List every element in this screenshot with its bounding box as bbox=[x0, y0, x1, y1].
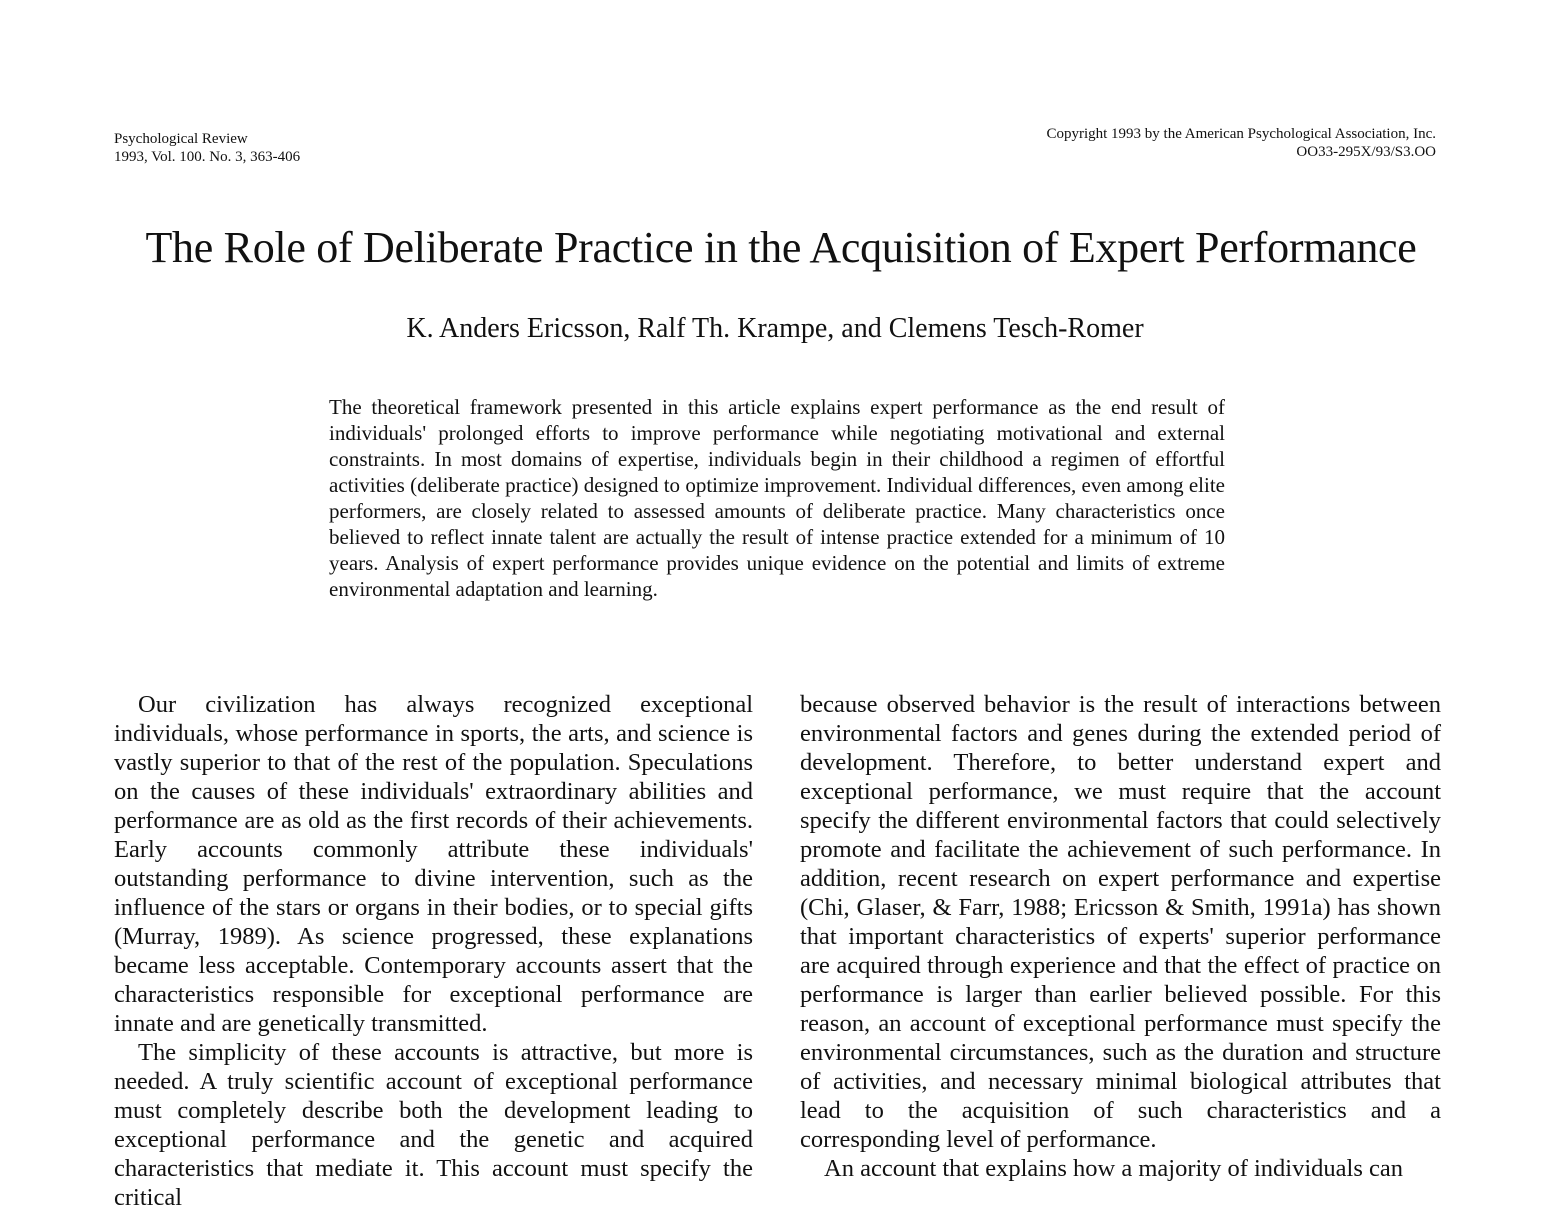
body-paragraph: The simplicity of these accounts is attractive, but more is needed. A truly scientific account of exceptional performance must completely describe both the development leading to exceptional performance and the genetic and acquired characteristics that mediate it. This account must specify the critical bbox=[114, 1039, 753, 1211]
journal-citation bbox=[114, 130, 300, 166]
body-column-right bbox=[800, 690, 1441, 1183]
article-title: The Role of Deliberate Practice in the Acquisition of Expert Performance bbox=[145, 223, 1417, 272]
copyright-notice bbox=[1046, 125, 1436, 161]
body-paragraph: because observed behavior is the result of interactions between environmental factors and genes during the extended period of development. Therefore, to better understand expert and exceptional performance, we must require that the account specify the different environmental factors that could selectively promote and facilitate the achievement of such performance. In addition, recent research on expert performance and expertise (Chi, Glaser, & Farr, 1988; Ericsson & Smith, 1991a) has shown that important characteristics of experts' superior performance are acquired through experience and that the effect of practice on performance is larger than earlier believed possible. For this reason, an account of exceptional performance must specify the environmental circumstances, such as the duration and structure of activities, and necessary minimal biological attributes that lead to the acquisition of such characteristics and a corresponding level of performance. bbox=[800, 691, 1441, 1153]
copyright-line: Copyright 1993 by the American Psychological Association, Inc. bbox=[1046, 126, 1436, 142]
body-column-left bbox=[114, 690, 753, 1212]
article-authors: K. Anders Ericsson, Ralf Th. Krampe, and Clemens Tesch-Romer bbox=[406, 313, 1144, 344]
journal-name: Psychological Review bbox=[114, 131, 248, 147]
body-paragraph: An account that explains how a majority of individuals can bbox=[824, 1155, 1404, 1182]
article-abstract: The theoretical framework presented in this article explains expert performance as the end result of individuals' prolonged efforts to improve performance while negotiating motivational and external constraints. In most domains of expertise, individuals begin in their childhood a regimen of effortful activities (deliberate practice) designed to optimize improvement. Individual differences, even among elite performers, are closely related to assessed amounts of deliberate practice. Many characteristics once believed to reflect innate talent are actually the result of intense practice extended for a minimum of 10 years. Analysis of expert performance provides unique evidence on the potential and limits of extreme environmental adaptation and learning. bbox=[329, 395, 1225, 601]
article-code: OO33-295X/93/S3.OO bbox=[1296, 144, 1436, 160]
journal-volume: 1993, Vol. 100. No. 3, 363-406 bbox=[114, 149, 301, 165]
body-paragraph: Our civilization has always recognized exceptional individuals, whose performance in sports, the arts, and science is vastly superior to that of the rest of the population. Speculations on the causes of these individuals' extraordinary abilities and performance are as old as the first records of their achievements. Early accounts commonly attribute these individuals' outstanding performance to divine intervention, such as the influence of the stars or organs in their bodies, or to special gifts (Murray, 1989). As science progressed, these explanations became less acceptable. Contemporary accounts assert that the characteristics responsible for exceptional performance are innate and are genetically transmitted. bbox=[114, 691, 753, 1037]
